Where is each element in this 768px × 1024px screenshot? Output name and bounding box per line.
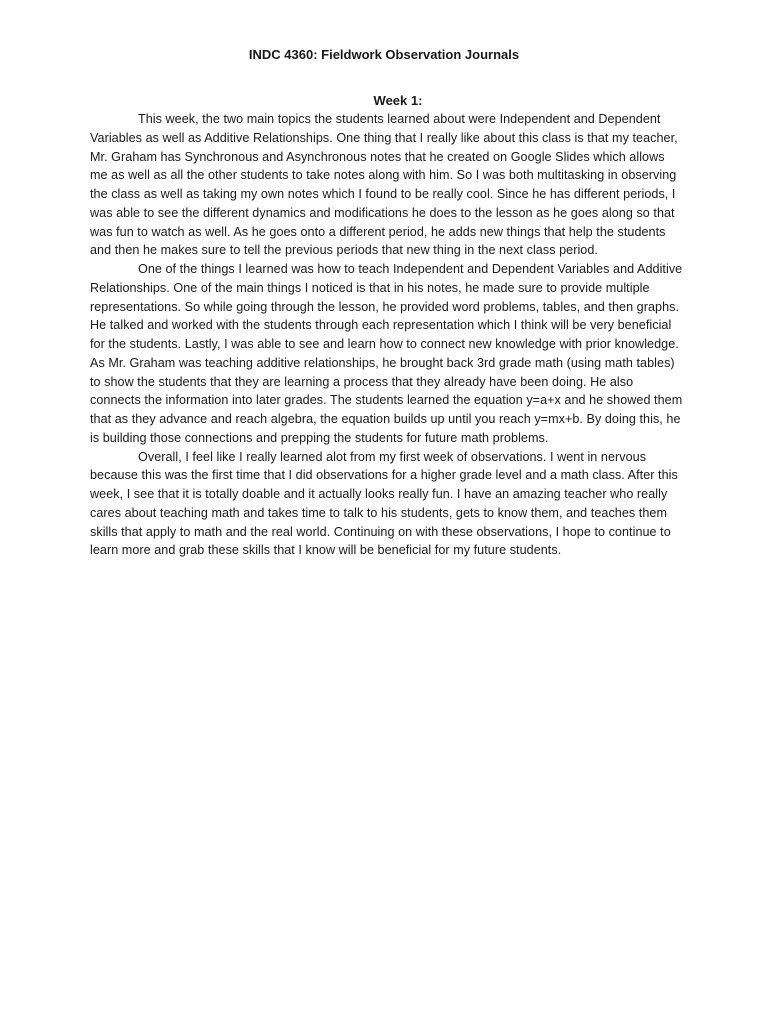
journal-body bbox=[90, 110, 684, 560]
document-title: INDC 4360: Fieldwork Observation Journals bbox=[248, 47, 520, 62]
week-heading: Week 1: bbox=[373, 93, 423, 108]
paragraph-1: This week, the two main topics the students learned about were Independent and Dependent Variables as well as Additive Relationships. One thing that I really like about this class is that my teacher, Mr. Graham has Synchronous and Asynchronous notes that he created on Google Slides which allows me as well as all the other students to take notes along with him. So I was both multitasking in observing the class as well as taking my own notes which I found to be really cool. Since he has different periods, I was able to see the different dynamics and modifications he does to the lesson as he goes along so that was fun to watch as well. As he goes onto a different period, he adds new things that help the students and then he makes sure to tell the previous periods that new thing in the next class period. bbox=[90, 112, 678, 258]
paragraph-2: One of the things I learned was how to teach Independent and Dependent Variables and Additive Relationships. One of the main things I noticed is that in his notes, he made sure to provide multiple representations. So while going through the lesson, he provided word problems, tables, and then graphs. He talked and worked with the students through each representation which I think will be very beneficial for the students. Lastly, I was able to see and learn how to connect new knowledge with prior knowledge. As Mr. Graham was teaching additive relationships, he brought back 3rd grade math (using math tables) to show the students that they are learning a process that they already have been doing. He also connects the information into later grades. The students learned the equation y=a+x and he showed them that as they advance and reach algebra, the equation builds up until you reach y=mx+b. By doing this, he is building those connections and prepping the students for future math problems. bbox=[90, 262, 683, 445]
paragraph-3: Overall, I feel like I really learned alot from my first week of observations. I went in nervous because this was the first time that I did observations for a higher grade level and a math class. After this week, I see that it is totally doable and it actually looks really fun. I have an amazing teacher who really cares about teaching math and takes time to talk to his students, gets to know them, and teaches them skills that apply to math and the real world. Continuing on with these observations, I hope to continue to learn more and grab these skills that I know will be beneficial for my future students. bbox=[90, 449, 678, 558]
